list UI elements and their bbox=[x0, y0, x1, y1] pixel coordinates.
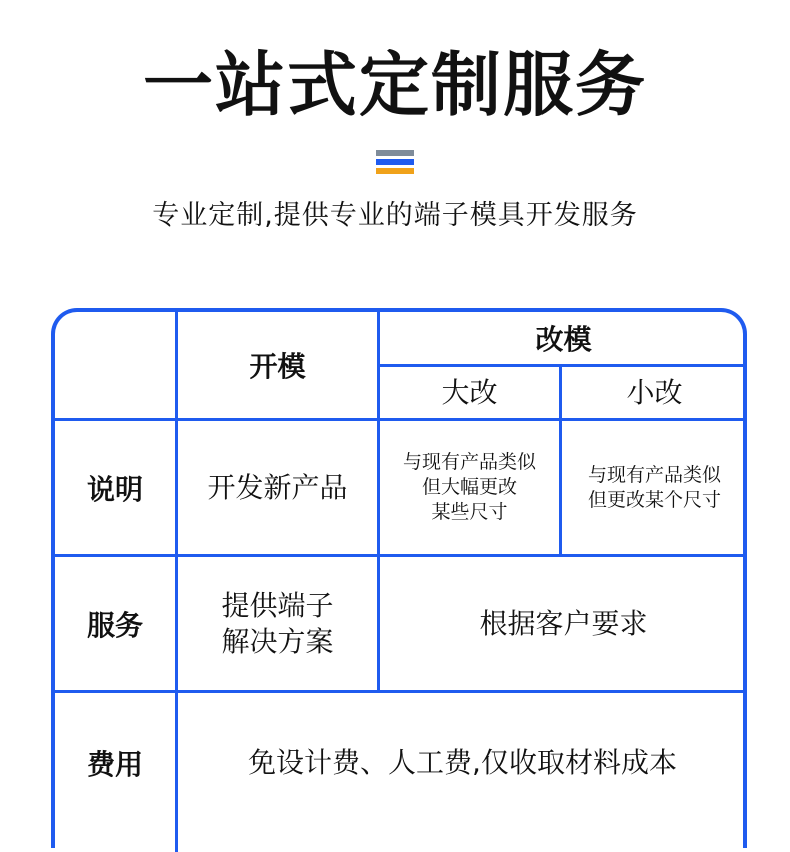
cell-shuoming-xiaogai-text: 与现有产品类似 但更改某个尺寸 bbox=[587, 463, 721, 511]
cell-fuwu-kaimo bbox=[178, 557, 377, 690]
service-table bbox=[51, 308, 747, 848]
cell-shuoming-dagai bbox=[380, 421, 559, 554]
cell-fuwu-gaimo bbox=[380, 557, 747, 690]
cell-feiyong-all-text: 免设计费、人工费,仅收取材料成本 bbox=[248, 746, 677, 779]
divider-bar-gray bbox=[376, 150, 414, 156]
row-label-fuwu-text: 服务 bbox=[86, 608, 143, 642]
page-subtitle: 专业定制,提供专业的端子模具开发服务 bbox=[152, 200, 638, 231]
header-kaimo bbox=[178, 312, 377, 418]
cell-fuwu-kaimo-text: 提供端子 解决方案 bbox=[221, 588, 334, 658]
divider-bar-blue bbox=[376, 159, 414, 165]
row-label-feiyong bbox=[55, 693, 175, 833]
header-kaimo-label: 开模 bbox=[249, 350, 306, 383]
title-divider bbox=[376, 150, 414, 177]
cell-feiyong-all bbox=[178, 693, 747, 833]
page-title: 一站式定制服务 bbox=[143, 43, 647, 126]
header-xiaogai-label: 小改 bbox=[626, 375, 683, 409]
cell-shuoming-xiaogai bbox=[562, 421, 747, 554]
header-gaimo bbox=[380, 312, 747, 364]
cell-shuoming-kaimo-text: 开发新产品 bbox=[207, 470, 348, 504]
divider-bar-orange bbox=[376, 168, 414, 174]
header-gaimo-label: 改模 bbox=[535, 323, 592, 356]
cell-fuwu-gaimo-text: 根据客户要求 bbox=[479, 606, 648, 640]
row-label-shuoming bbox=[55, 421, 175, 554]
row-label-fuwu bbox=[55, 557, 175, 690]
row-label-shuoming-text: 说明 bbox=[86, 472, 143, 506]
cell-shuoming-dagai-text: 与现有产品类似 但大幅更改 某些尺寸 bbox=[402, 451, 536, 523]
row-label-feiyong-text: 费用 bbox=[86, 748, 143, 781]
header-dagai-label: 大改 bbox=[441, 375, 498, 409]
header-xiaogai bbox=[562, 367, 747, 418]
cell-shuoming-kaimo bbox=[178, 421, 377, 554]
header-dagai bbox=[380, 367, 559, 418]
